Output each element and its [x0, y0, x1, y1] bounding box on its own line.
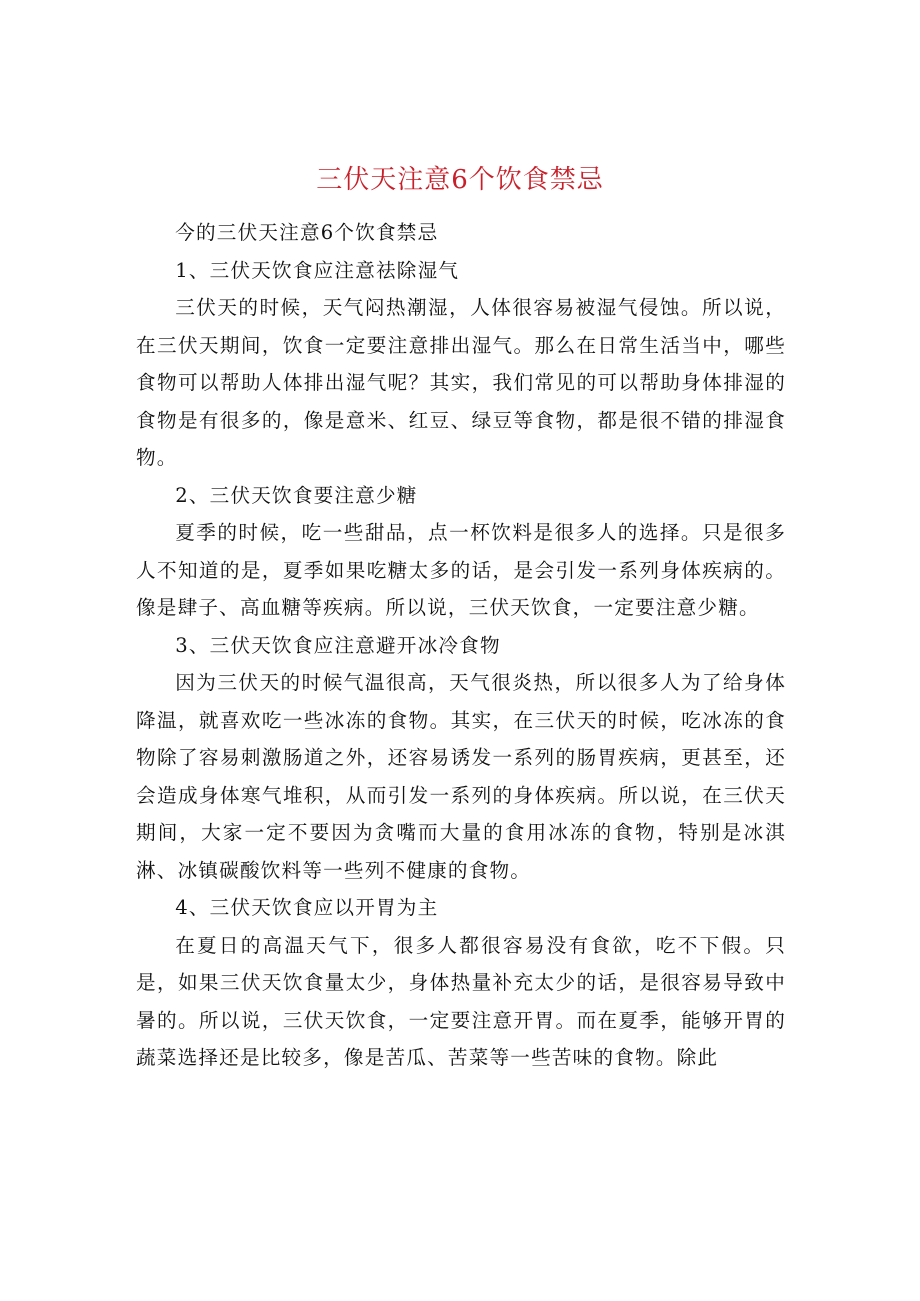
- document-body: [136, 214, 786, 1077]
- section-heading-4: 4、三伏天饮食应以开胃为主: [175, 896, 439, 919]
- section-heading-1: 1、三伏天饮食应注意祛除湿气: [175, 258, 460, 282]
- section-text-1: 三伏天的时候，天气闷热潮湿，人体很容易被湿气侵蚀。所以说，在三伏天期间，饮食一定要注意排出湿气。那么在日常生活当中，哪些食物可以帮助人体排出湿气呢？其实，我们常见的可以帮助身体排湿的食物是有很多的，像是意米、红豆、绿豆等食物，都是很不错的排湿食物。: [136, 296, 786, 469]
- document-title: 三伏天注意6个饮食禁忌: [316, 165, 604, 195]
- section-text-3: 因为三伏天的时候气温很高，天气很炎热，所以很多人为了给身体降温，就喜欢吃一些冰冻的食物。其实，在三伏天的时候，吃冰冻的食物除了容易刺激肠道之外，还容易诱发一系列的肠胃疾病，更甚至，还会造成身体寒气堆积，从而引发一系列的身体疾病。所以说，在三伏天期间，大家一定不要因为贪嘴而大量的食用冰冻的食物，特别是冰淇淋、冰镇碳酸饮料等一些列不健康的食物。: [136, 671, 786, 882]
- section-text-4: 在夏日的高温天气下，很多人都很容易没有食欲，吃不下假。只是，如果三伏天饮食量太少，身体热量补充太少的话，是很容易导致中暑的。所以说，三伏天饮食，一定要注意开胃。而在夏季，能够开胃的蔬菜选择还是比较多，像是苦瓜、苦菜等一些苦味的食物。除此: [136, 933, 786, 1069]
- section-heading-3: 3、三伏天饮食应注意避开冰冷食物: [175, 633, 501, 657]
- section-text-2: 夏季的时候，吃一些甜品，点一杯饮料是很多人的选择。只是很多人不知道的是，夏季如果吃糖太多的话，是会引发一系列身体疾病的。像是肆子、高血糖等疾病。所以说，三伏天饮食，一定要注意少糖。: [136, 521, 786, 619]
- intro-paragraph: 今的三伏天注意6个饮食禁忌: [175, 221, 439, 244]
- section-heading-2: 2、三伏天饮食要注意少糖: [175, 483, 418, 507]
